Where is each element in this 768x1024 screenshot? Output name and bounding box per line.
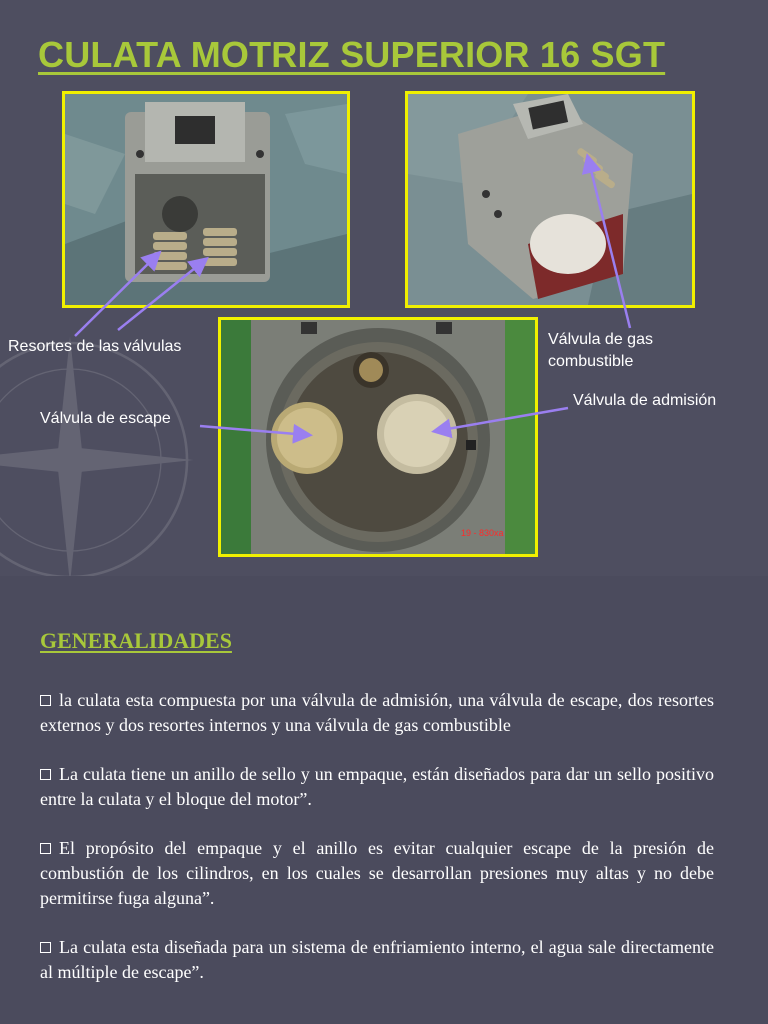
checkbox-bullet-icon [40, 942, 51, 953]
compass-watermark [0, 330, 200, 576]
section-title: GENERALIDADES [40, 628, 232, 653]
label-resortes: Resortes de las válvulas [8, 338, 182, 355]
checkbox-bullet-icon [40, 695, 51, 706]
bullet-item [40, 935, 714, 985]
photo-valve-seats [218, 317, 538, 557]
checkbox-bullet-icon [40, 769, 51, 780]
checkbox-bullet-icon [40, 843, 51, 854]
bullet-item [40, 762, 714, 812]
slide-title: CULATA MOTRIZ SUPERIOR 16 SGT [38, 34, 666, 75]
bullet-item [40, 836, 714, 911]
bullet-text: la culata esta compuesta por una válvula de admisión, una válvula de escape, dos resortes externos y dos resortes internos y una válvula de gas combustible [40, 690, 714, 735]
bullet-item [40, 688, 714, 738]
photo-head-springs [62, 91, 350, 308]
label-escape-valve: Válvula de escape [40, 410, 171, 427]
bullet-text: La culata tiene un anillo de sello y un empaque, están diseñados para dar un sello positivo entre la culata y el bloque del motor”. [40, 764, 714, 809]
label-admision-valve: Válvula de admisión [573, 392, 717, 409]
bullet-list [40, 688, 714, 1009]
label-gas-valve: Válvula de gas combustible [548, 331, 653, 370]
photo-head-gas-valve [405, 91, 695, 308]
photo-timestamp: 19 - 830xa [461, 528, 504, 538]
bullet-text: El propósito del empaque y el anillo es evitar cualquier escape de la presión de combustión de los cilindros, en los cuales se desarrollan presiones muy altas y no debe permitirse fuga alguna”. [40, 838, 714, 908]
bullet-text: La culata esta diseñada para un sistema de enfriamiento interno, el agua sale directamente al múltiple de escape”. [40, 937, 714, 982]
